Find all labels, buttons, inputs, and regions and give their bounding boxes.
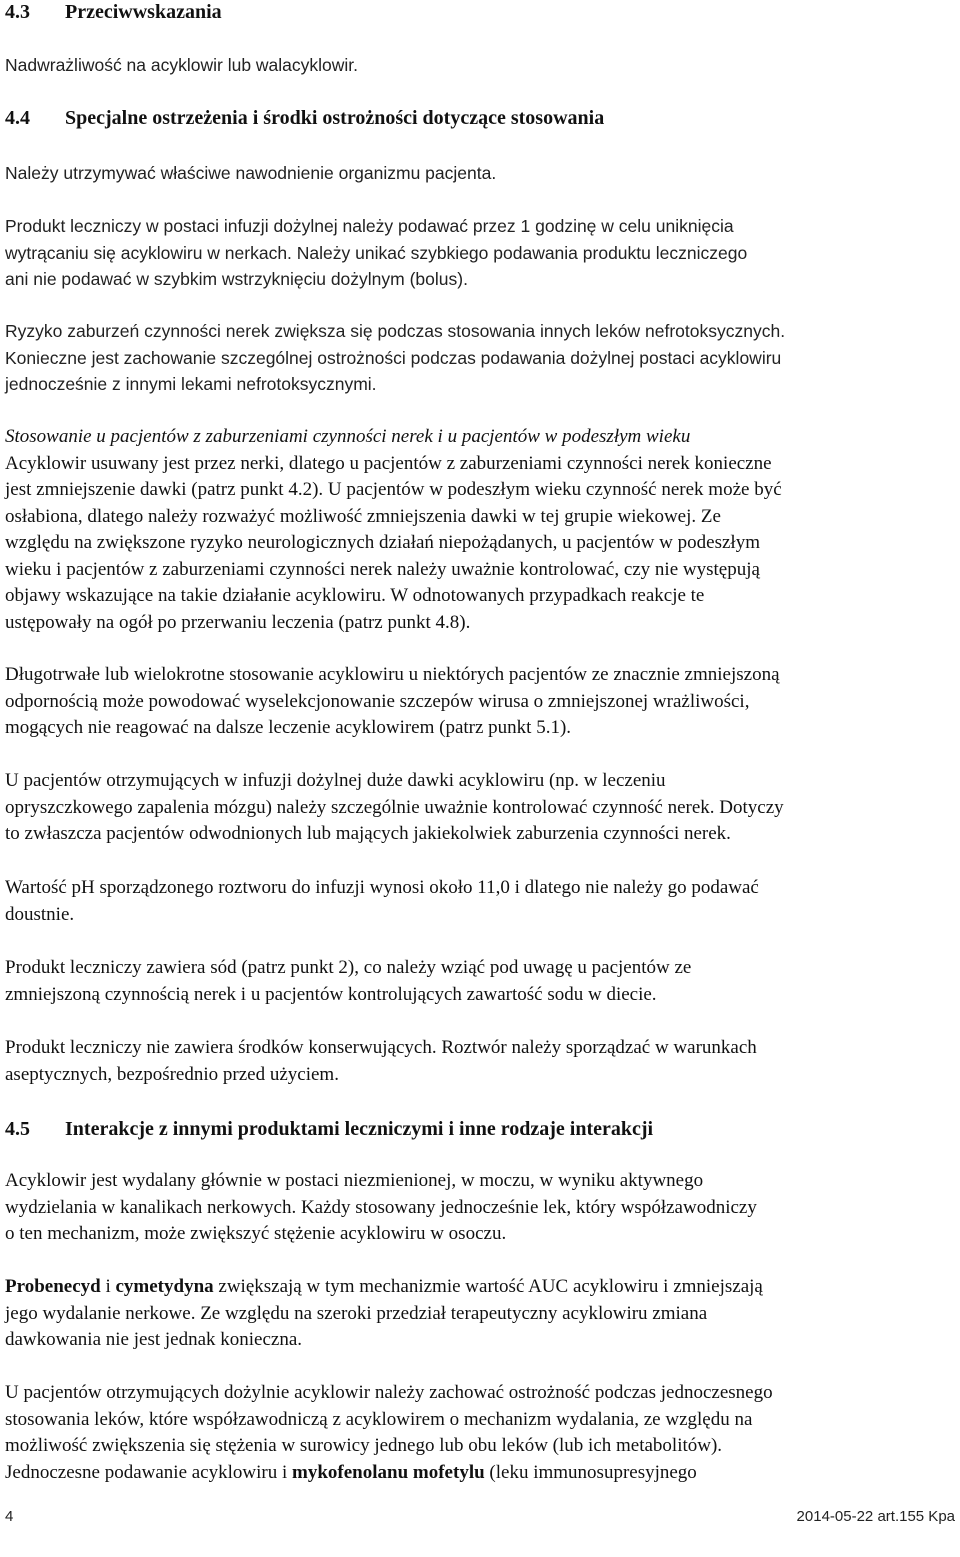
- text-line: Ryzyko zaburzeń czynności nerek zwiększa się podczas stosowania innych leków nefrotoksycznych.: [5, 321, 786, 341]
- text-line: wytrącaniu się acyklowiru w nerkach. Należy unikać szybkiego podawania produktu leczniczego: [5, 242, 748, 263]
- inline-text: (leku immunosupresyjnego: [484, 1461, 697, 1483]
- inline-text: i: [100, 1276, 116, 1297]
- section-title: Interakcje z innymi produktami leczniczymi i inne rodzaje interakcji: [65, 1118, 654, 1140]
- section-number: 4.3: [5, 1, 30, 23]
- text-line: Acyklowir usuwany jest przez nerki, dlatego u pacjentów z zaburzeniami czynności nerek konieczne: [5, 452, 772, 474]
- text-line: U pacjentów otrzymujących w infuzji dożylnej duże dawki acyklowiru (np. w leczeniu: [5, 770, 666, 791]
- paragraph-infusion: [5, 213, 747, 293]
- text-line: doustnie.: [5, 903, 75, 925]
- drug-name-bold: Probenecyd: [5, 1276, 101, 1297]
- section-4-3-heading: [5, 0, 222, 24]
- inline-text: Jednoczesne podawanie acyklowiru i: [5, 1461, 293, 1483]
- paragraph-ph: [5, 875, 759, 928]
- text-line: o ten mechanizm, może zwiększyć stężenie acyklowiru w osoczu.: [5, 1223, 507, 1244]
- paragraph-long-term: [5, 662, 780, 742]
- text-line: ustępowały na ogół po przerwaniu leczenia (patrz punkt 4.8).: [5, 611, 471, 633]
- text-line: Konieczne jest zachowanie szczególnej ostrożności podczas podawania dożylnej postaci acyklowiru: [5, 347, 782, 368]
- drug-name-bold: cymetydyna: [115, 1276, 214, 1297]
- drug-name-bold: mykofenolanu mofetylu: [292, 1461, 485, 1483]
- text-line: jednocześnie z innymi lekami nefrotoksycznymi.: [5, 374, 377, 394]
- text-line: stosowania leków, które współzawodniczą z acyklowirem o mechanizm wydalania, ze względu na: [5, 1408, 753, 1430]
- text-line: Acyklowir jest wydalany głównie w postaci niezmienionej, w moczu, w wyniku aktywnego: [5, 1170, 704, 1191]
- text-line: możliwość zwiększenia się stężenia w surowicy jednego lub obu leków (lub ich metabolitów).: [5, 1435, 723, 1456]
- inline-text: zwiększają w tym mechanizmie wartość AUC acyklowiru i zmniejszają: [213, 1276, 763, 1297]
- text-line: U pacjentów otrzymujących dożylnie acyklowir należy zachować ostrożność podczas jednoczesnego: [5, 1382, 773, 1403]
- text-line: objawy wskazujące na takie działanie acyklowiru. W odnotowanych przypadkach reakcje te: [5, 585, 705, 606]
- text-line: aseptycznych, bezpośrednio przed użyciem.: [5, 1063, 339, 1085]
- section-title: Specjalne ostrzeżenia i środki ostrożności dotyczące stosowania: [65, 107, 605, 129]
- contraindications-text: Nadwrażliwość na acyklowir lub walacyklowir.: [5, 55, 359, 75]
- paragraph-nephrotoxic: [5, 318, 785, 398]
- text-line: względu na zwiększone ryzyko neurologicznych działań niepożądanych, u pacjentów w podeszłym: [5, 532, 760, 553]
- paragraph-renal-elderly: [5, 424, 782, 636]
- text-line: [5, 1460, 773, 1487]
- text-line: dawkowania nie jest jednak konieczna.: [5, 1329, 303, 1350]
- paragraph-coadministration: [5, 1380, 773, 1486]
- text-line: Produkt leczniczy nie zawiera środków konserwujących. Roztwór należy sporządzać w warunkach: [5, 1037, 757, 1058]
- section-4-5-heading: [5, 1117, 653, 1141]
- text-line: opryszczkowego zapalenia mózgu) należy szczególnie uważnie kontrolować czynność nerek. Dotyczy: [5, 796, 784, 818]
- section-number: 4.4: [5, 107, 30, 129]
- text-line: Wartość pH sporządzonego roztworu do infuzji wynosi około 11,0 i dlatego nie należy go podawać: [5, 877, 759, 898]
- text-line: Produkt leczniczy zawiera sód (patrz punkt 2), co należy wziąć pod uwagę u pacjentów ze: [5, 957, 692, 978]
- section-title: Przeciwwskazania: [65, 1, 222, 23]
- paragraph-hydration: Należy utrzymywać właściwe nawodnienie organizmu pacjenta.: [5, 163, 497, 183]
- text-line: odpornością może powodować wyselekcjonowanie szczepów wirusa o zmniejszonej wrażliwości,: [5, 690, 750, 712]
- text-line: zmniejszoną czynnością nerek i u pacjentów kontrolujących zawartość sodu w diecie.: [5, 983, 657, 1005]
- text-line: Produkt leczniczy w postaci infuzji dożylnej należy podawać przez 1 godzinę w celu uniknięcia: [5, 216, 734, 236]
- section-4-4-heading: [5, 106, 604, 130]
- italic-subheading: [5, 424, 782, 451]
- text-line: mogących nie reagować na dalsze leczenie acyklowirem (patrz punkt 5.1).: [5, 717, 572, 738]
- paragraph-sodium: [5, 955, 691, 1008]
- paragraph-preservatives: [5, 1035, 757, 1088]
- text-line: osłabiona, dlatego należy rozważyć możliwość zmniejszenia dawki w tej grupie wiekowej. Ze: [5, 505, 721, 527]
- text-line: [5, 1274, 763, 1301]
- text-line: jest zmniejszenie dawki (patrz punkt 4.2). U pacjentów w podeszłym wieku czynność nerek może być: [5, 479, 782, 500]
- italic-text: Stosowanie u pacjentów z zaburzeniami czynności nerek i u pacjentów w podeszłym wieku: [5, 426, 691, 447]
- text-line: wydzielania w kanalikach nerkowych. Każdy stosowany jednocześnie lek, który współzawodniczy: [5, 1196, 757, 1218]
- page-number: 4: [5, 1508, 14, 1525]
- text-line: ani nie podawać w szybkim wstrzyknięciu dożylnym (bolus).: [5, 269, 468, 289]
- text-line: Długotrwałe lub wielokrotne stosowanie acyklowiru u niektórych pacjentów ze znacznie zmniejszoną: [5, 664, 780, 685]
- paragraph-excretion: [5, 1168, 757, 1248]
- section-number: 4.5: [5, 1118, 30, 1140]
- text-line: to zwłaszcza pacjentów odwodnionych lub mających jakiekolwiek zaburzenia czynności nerek.: [5, 823, 731, 844]
- paragraph-high-doses: [5, 768, 784, 848]
- text-line: jego wydalanie nerkowe. Ze względu na szeroki przedział terapeutyczny acyklowiru zmiana: [5, 1302, 708, 1324]
- text-line: wieku i pacjentów z zaburzeniami czynności nerek należy uważnie kontrolować, czy nie występują: [5, 558, 760, 580]
- paragraph-probenecid: [5, 1274, 763, 1354]
- footer-date-reference: 2014-05-22 art.155 Kpa: [796, 1508, 955, 1525]
